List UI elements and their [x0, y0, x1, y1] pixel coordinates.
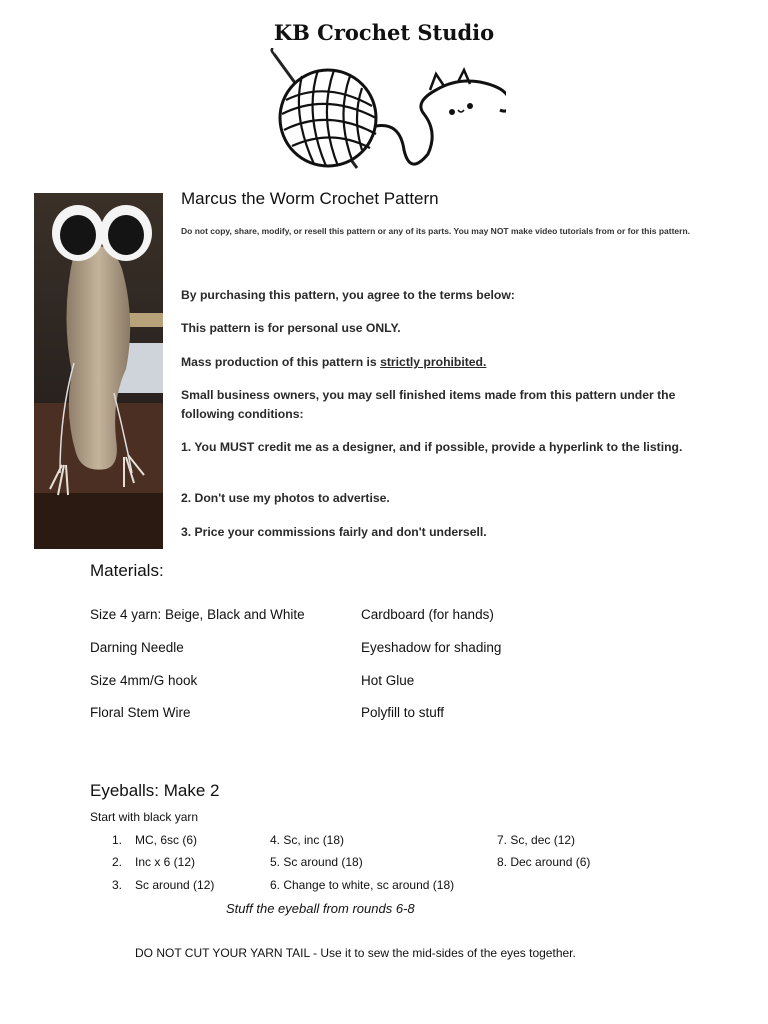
- stuff-note: Stuff the eyeball from rounds 6-8: [226, 901, 415, 916]
- round-text: 5. Sc around (18): [270, 855, 363, 869]
- round-text: 6. Change to white, sc around (18): [270, 878, 455, 892]
- materials-heading: Materials:: [90, 561, 164, 580]
- crocheted-worm-photo: [34, 193, 163, 549]
- strictly-prohibited-text: strictly prohibited.: [380, 355, 487, 369]
- studio-title: KB Crochet Studio: [273, 20, 495, 45]
- material-item: Cardboard (for hands): [361, 607, 494, 622]
- round-number: 1.: [112, 833, 123, 847]
- terms-personal-use: This pattern is for personal use ONLY.: [181, 321, 401, 335]
- mass-production-text: Mass production of this pattern is: [181, 355, 381, 369]
- round-text: 7. Sc, dec (12): [497, 833, 576, 847]
- material-item: Eyeshadow for shading: [361, 640, 502, 655]
- terms-condition-3: 3. Price your commissions fairly and don't undersell.: [181, 525, 487, 539]
- eyeballs-start-note: Start with black yarn: [90, 810, 199, 824]
- round-number: 2.: [112, 855, 123, 869]
- terms-mass-production: [181, 353, 686, 372]
- round-text: Inc x 6 (12): [135, 855, 196, 869]
- material-item: Darning Needle: [90, 640, 184, 655]
- round-text: Sc around (12): [135, 878, 215, 892]
- terms-condition-1: 1. You MUST credit me as a designer, and if possible, provide a hyperlink to the listing.: [181, 440, 683, 454]
- material-item: Hot Glue: [361, 673, 415, 688]
- copy-notice: Do not copy, share, modify, or resell this pattern or any of its parts. You may NOT make video tutorials from or for this pattern.: [181, 226, 690, 236]
- yarn-tail-warning: DO NOT CUT YOUR YARN TAIL - Use it to sew the mid-sides of the eyes together.: [135, 946, 576, 960]
- material-item: Size 4 yarn: Beige, Black and White: [90, 607, 305, 622]
- terms-condition-2: 2. Don't use my photos to advertise.: [181, 491, 390, 505]
- round-number: 3.: [112, 878, 123, 892]
- round-text: 8. Dec around (6): [497, 855, 591, 869]
- pattern-title: Marcus the Worm Crochet Pattern: [181, 189, 439, 208]
- yarn-ball-crochet-hook-cat-icon: [262, 48, 506, 176]
- material-item: Polyfill to stuff: [361, 705, 445, 720]
- terms-intro: By purchasing this pattern, you agree to the terms below:: [181, 288, 515, 302]
- terms-small-business: Small business owners, you may sell finished items made from this pattern under the following conditions:: [181, 388, 676, 421]
- material-item: Floral Stem Wire: [90, 705, 191, 720]
- round-text: MC, 6sc (6): [135, 833, 198, 847]
- eyeballs-heading: Eyeballs: Make 2: [90, 781, 220, 800]
- material-item: Size 4mm/G hook: [90, 673, 198, 688]
- round-text: 4. Sc, inc (18): [270, 833, 345, 847]
